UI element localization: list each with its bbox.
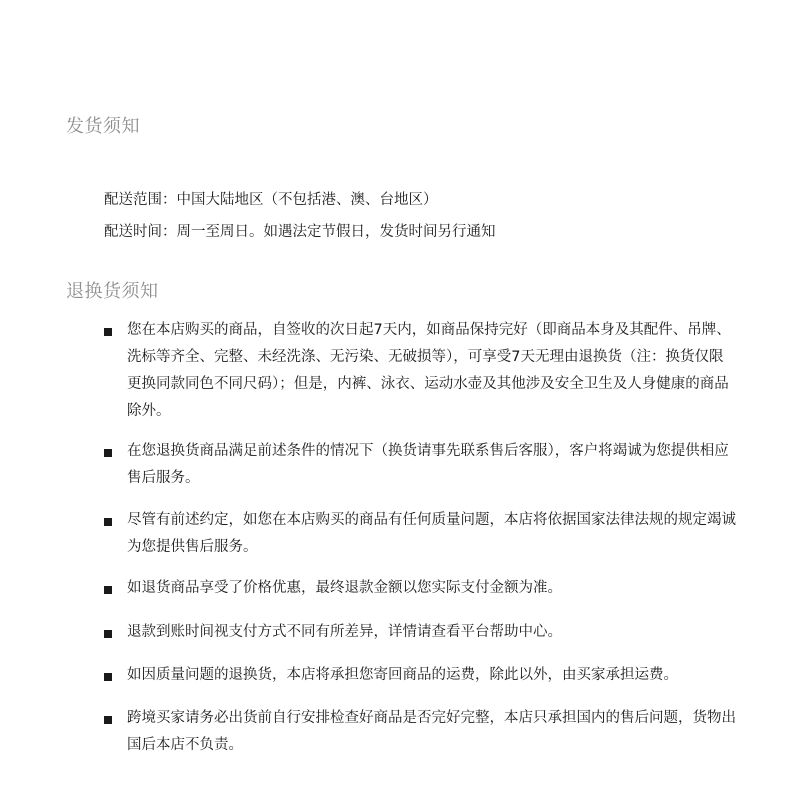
- bullet-square-icon: [104, 716, 112, 724]
- list-item-text: 您在本店购买的商品，自签收的次日起7天内，如商品保持完好（即商品本身及其配件、吊牌、洗标等齐全、完整、未经洗涤、无污染、无破损等），可享受7天无理由退换货（注：换货仅限更换同款同色不同尺码）；但是，内裤、泳衣、运动水壶及其他涉及安全卫生及人身健康的商品除外。: [127, 322, 731, 419]
- shipping-notice-title: 发货须知: [66, 116, 140, 137]
- list-item-text: 如退货商品享受了价格优惠，最终退款金额以您实际支付金额为准。: [127, 580, 562, 596]
- list-item-text: 如因质量问题的退换货，本店将承担您寄回商品的运费，除此以外，由买家承担运费。: [127, 667, 678, 683]
- list-item-text: 尽管有前述约定，如您在本店购买的商品有任何质量问题，本店将依据国家法律法规的规定竭诚为您提供售后服务。: [127, 512, 736, 555]
- returns-notice-title: 退换货须知: [66, 281, 159, 302]
- bullet-square-icon: [104, 328, 112, 336]
- bullet-square-icon: [104, 518, 112, 526]
- shipping-time-text: 配送时间：周一至周日。如遇法定节假日，发货时间另行通知: [104, 224, 496, 240]
- bullet-square-icon: [104, 630, 112, 638]
- bullet-square-icon: [104, 449, 112, 457]
- bullet-square-icon: [104, 586, 112, 594]
- shipping-range-text: 配送范围：中国大陆地区（不包括港、澳、台地区）: [104, 192, 438, 208]
- bullet-square-icon: [104, 673, 112, 681]
- list-item-text: 在您退换货商品满足前述条件的情况下（换货请事先联系售后客服），客户将竭诚为您提供相应售后服务。: [127, 443, 729, 486]
- list-item-text: 跨境买家请务必出货前自行安排检查好商品是否完好完整，本店只承担国内的售后问题，货物出国后本店不负责。: [127, 710, 736, 753]
- list-item-text: 退款到账时间视支付方式不同有所差异，详情请查看平台帮助中心。: [127, 624, 562, 640]
